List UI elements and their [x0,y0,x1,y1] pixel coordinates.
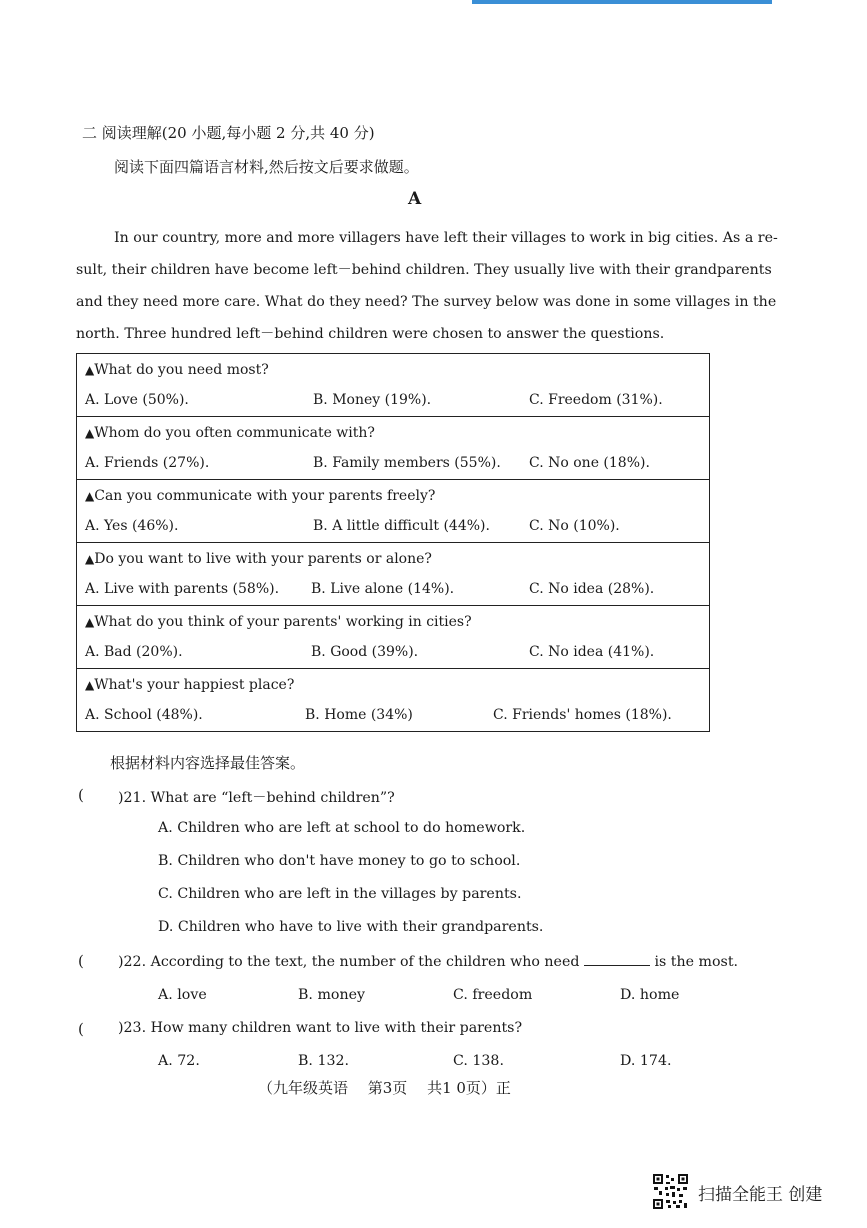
survey-option: A. Bad (20%). [85,644,183,660]
q22-stem-before: )22. According to the text, the number of the children who need [118,954,580,970]
survey-option: B. Live alone (14%). [311,581,455,597]
survey-option: C. Friends' homes (18%). [493,707,672,723]
question-22-stem [118,953,738,970]
survey-option: A. School (48%). [85,707,203,723]
triangle-icon: ▲ [85,489,95,503]
q23-option: B. 132. [298,1053,350,1069]
triangle-icon: ▲ [85,363,95,377]
survey-option: B. Good (39%). [311,644,419,660]
survey-option: C. Freedom (31%). [529,392,663,408]
survey-option: A. Love (50%). [85,392,189,408]
survey-option: A. Friends (27%). [85,455,210,471]
answer-paren: ( [78,952,84,970]
triangle-icon: ▲ [85,615,95,629]
q23-option: C. 138. [453,1053,504,1069]
q22-option: D. home [620,987,680,1003]
q23-option: A. 72. [158,1053,200,1069]
q22-option: B. money [298,987,365,1003]
passage-line: sult, their children have become left－behind children. They usually live with their grandparents [76,262,772,278]
top-scan-edge-bar [472,0,772,4]
survey-option: C. No idea (41%). [529,644,655,660]
survey-row [77,480,710,543]
survey-question: What do you need most? [94,362,269,378]
survey-question: Whom do you often communicate with? [94,425,375,441]
survey-row [77,354,710,417]
survey-option: C. No one (18%). [529,455,650,471]
passage-line: In our country, more and more villagers have left their villages to work in big cities. As a re- [114,230,778,246]
q22-option: A. love [158,987,207,1003]
page-footer: （九年级英语 第3页 共1 0页）正 [258,1079,511,1097]
passage-line: and they need more care. What do they need? The survey below was done in some villages in the [76,294,777,310]
question-23-stem: )23. How many children want to live with their parents? [118,1020,523,1036]
survey-row [77,669,710,732]
answer-paren: ( [78,1020,84,1038]
scanner-watermark: 扫描全能王 创建 [698,1185,823,1205]
survey-row [77,543,710,606]
survey-table [76,353,710,732]
survey-row [77,606,710,669]
q22-stem-after: is the most. [654,954,739,970]
passage-line: north. Three hundred left－behind children were chosen to answer the questions. [76,326,665,342]
q21-option: C. Children who are left in the villages by parents. [158,886,522,902]
q21-option: D. Children who have to live with their grandparents. [158,919,544,935]
triangle-icon: ▲ [85,552,95,566]
survey-option: B. Money (19%). [313,392,432,408]
q22-blank [584,953,650,966]
passage-letter: A [408,189,422,209]
instruction-text: 阅读下面四篇语言材料,然后按文后要求做题。 [114,158,419,176]
survey-question: Can you communicate with your parents freely? [94,488,436,504]
survey-option: C. No (10%). [529,518,620,534]
passage [76,222,778,350]
survey-question: What do you think of your parents' working in cities? [94,614,472,630]
q22-option: C. freedom [453,987,533,1003]
question-21-stem: )21. What are “left－behind children”? [118,790,395,806]
survey-option: B. Home (34%) [305,707,413,723]
survey-option: B. Family members (55%). [313,455,501,471]
q23-option: D. 174. [620,1053,672,1069]
survey-option: A. Live with parents (58%). [85,581,280,597]
triangle-icon: ▲ [85,426,95,440]
survey-question: What's your happiest place? [94,677,295,693]
survey-option: C. No idea (28%). [529,581,655,597]
q21-option: A. Children who are left at school to do homework. [158,820,526,836]
answer-paren: ( [78,786,84,804]
triangle-icon: ▲ [85,678,95,692]
q21-option: B. Children who don't have money to go to school. [158,853,521,869]
survey-option: A. Yes (46%). [85,518,179,534]
qr-code-icon [652,1173,689,1210]
section-title: 二 阅读理解(20 小题,每小题 2 分,共 40 分) [82,124,375,142]
survey-question: Do you want to live with your parents or alone? [94,551,432,567]
survey-option: B. A little difficult (44%). [313,518,490,534]
survey-row [77,417,710,480]
answer-prompt: 根据材料内容选择最佳答案。 [110,754,306,772]
